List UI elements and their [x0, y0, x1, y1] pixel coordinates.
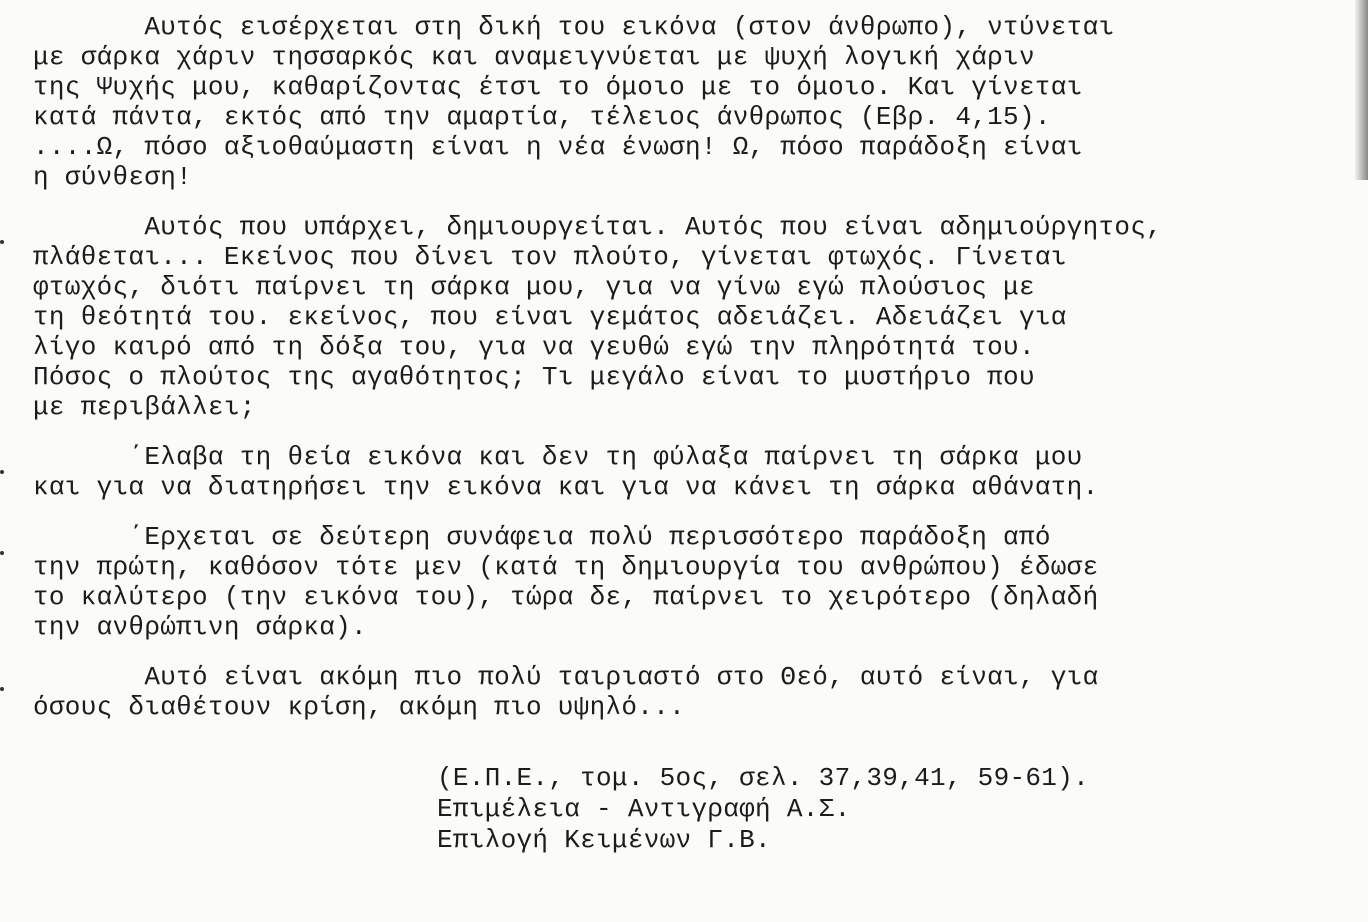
margin-mark	[0, 551, 4, 555]
text-line: Αυτός εισέρχεται στη δική του εικόνα (στον άνθρωπο), ντύνεται	[33, 12, 1115, 42]
text-line: της Ψυχής μου, καθαρίζοντας έτσι το όμοιο με το όμοιο. Και γίνεται	[33, 72, 1083, 102]
text-line: Πόσος ο πλούτος της αγαθότητος; Τι μεγάλο είναι το μυστήριο που	[33, 362, 1035, 392]
text-line: η σύνθεση!	[33, 162, 193, 192]
paragraph-4	[33, 522, 1343, 642]
margin-mark	[0, 240, 4, 244]
citation-selection: Επιλογή Κειμένων Γ.Β.	[437, 825, 771, 855]
paragraph-1	[33, 12, 1343, 192]
text-line: το καλύτερο (την εικόνα του), τώρα δε, παίρνει το χειρότερο (δηλαδή	[33, 582, 1099, 612]
citation-block	[437, 763, 1089, 856]
text-line: με σάρκα χάριν τησσαρκός και αναμειγνύεται με ψυχή λογική χάριν	[33, 42, 1035, 72]
text-line: Αυτό είναι ακόμη πιο πολύ ταιριαστό στο Θεό, αυτό είναι, για	[33, 662, 1099, 692]
text-line: ....Ω, πόσο αξιοθαύμαστη είναι η νέα ένωση! Ω, πόσο παράδοξη είναι	[33, 132, 1083, 162]
text-line: με περιβάλλει;	[33, 392, 256, 422]
text-line: φτωχός, διότι παίρνει τη σάρκα μου, για να γίνω εγώ πλούσιος με	[33, 272, 1035, 302]
text-line: τη θεότητά του. εκείνος, που είναι γεμάτος αδειάζει. Αδειάζει για	[33, 302, 1067, 332]
text-line: ΄Ερχεται σε δεύτερη συνάφεια πολύ περισσότερο παράδοξη από	[33, 522, 1051, 552]
text-line: την ανθρώπινη σάρκα).	[33, 612, 367, 642]
margin-mark	[0, 470, 4, 474]
text-line: όσους διαθέτουν κρίση, ακόμη πιο υψηλό...	[33, 692, 686, 722]
paragraph-5	[33, 662, 1343, 722]
text-line: ΄Ελαβα τη θεία εικόνα και δεν τη φύλαξα παίρνει τη σάρκα μου	[33, 442, 1083, 472]
paragraph-2	[33, 212, 1343, 422]
citation-source: (Ε.Π.Ε., τομ. 5ος, σελ. 37,39,41, 59-61).	[437, 763, 1090, 793]
paragraph-3	[33, 442, 1343, 502]
text-line: κατά πάντα, εκτός από την αμαρτία, τέλειος άνθρωπος (Εβρ. 4,15).	[33, 102, 1051, 132]
citation-editor: Επιμέλεια - Αντιγραφή Α.Σ.	[437, 794, 851, 824]
text-line: την πρώτη, καθόσον τότε μεν (κατά τη δημιουργία του ανθρώπου) έδωσε	[33, 552, 1099, 582]
text-line: και για να διατηρήσει την εικόνα και για να κάνει τη σάρκα αθάνατη.	[33, 472, 1099, 502]
body-text	[33, 12, 1343, 742]
text-line: λίγο καιρό από τη δόξα του, για να γευθώ εγώ την πληρότητά του.	[33, 332, 1035, 362]
scan-edge-shadow	[1354, 0, 1368, 180]
margin-mark	[0, 687, 4, 691]
text-line: πλάθεται... Εκείνος που δίνει τον πλούτο, γίνεται φτωχός. Γίνεται	[33, 242, 1067, 272]
text-line: Αυτός που υπάρχει, δημιουργείται. Αυτός που είναι αδημιούργητος,	[33, 212, 1163, 242]
